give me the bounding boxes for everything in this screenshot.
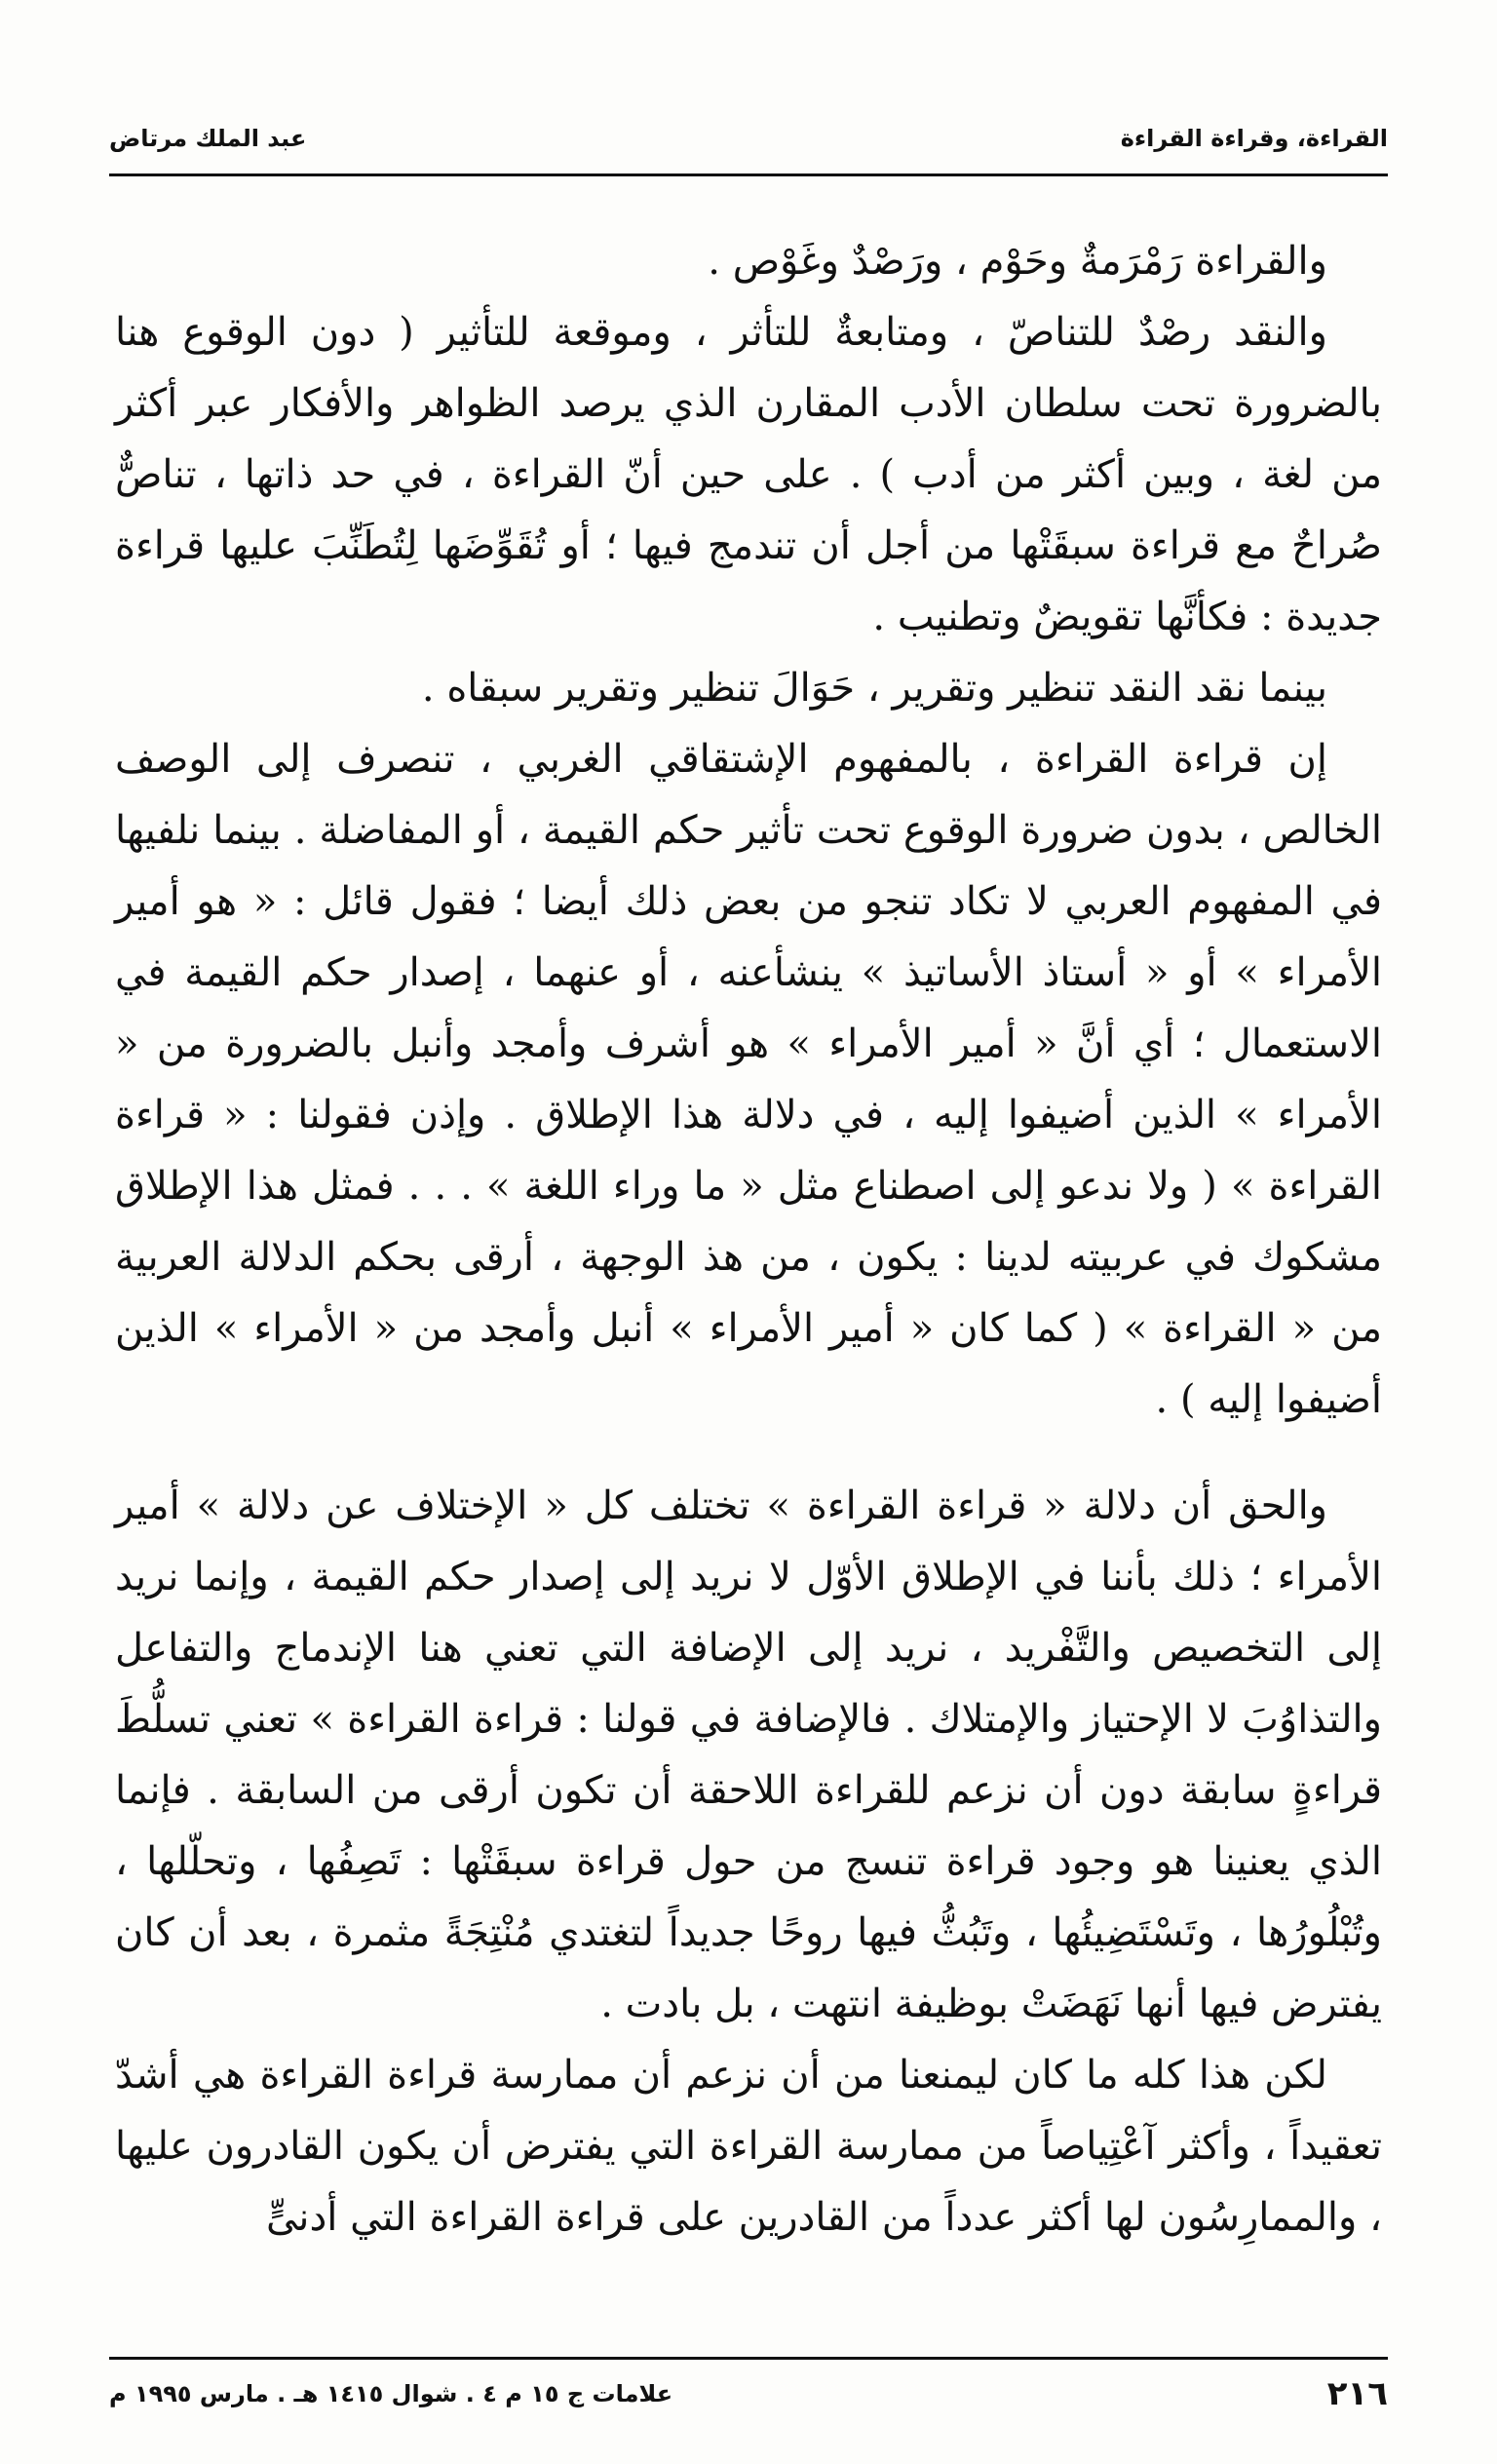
running-header xyxy=(109,115,1388,164)
paragraph: بينما نقد النقد تنظير وتقرير ، حَوَالَ تنظير وتقرير سبقاه . xyxy=(421,666,1327,711)
body-text xyxy=(115,226,1382,2253)
paragraph: والنقد رصْدٌ للتناصّ ، ومتابعةٌ للتأثر ، وموقعة للتأثير ( دون الوقوع هنا بالضرورة تحت سلطان الأدب المقارن الذي يرصد الظواهر والأفكار عبر أكثر من لغة ، وبين أكثر من أدب ) . على حين أنّ القراءة ، في حد ذاتها ، تناصٌّ صُراحٌ مع قراءة سبقَتْها من أجل أن تندمج فيها ؛ أو تُقَوِّضَها لِتُطَنِّبَ عليها قراءة جديدة : فكأنَّها تقويضٌ وتطنيب . xyxy=(115,310,1382,639)
footer-rule xyxy=(109,2357,1388,2360)
paragraph: والحق أن دلالة « قراءة القراءة » تختلف كل « الإختلاف عن دلالة » أمير الأمراء ؛ ذلك بأننا في الإطلاق الأوّل لا نريد إلى إصدار حكم القيمة ، وإنما نريد إلى التخصيص والتَّفْريد ، نريد إلى الإضافة التي تعني هنا الإندماج والتفاعل والتذاوُبَ لا الإحتياز والإمتلاك . فالإضافة في قولنا : قراءة القراءة » تعني تسلُّطَ قراءةٍ سابقة دون أن نزعم للقراءة اللاحقة أن تكون أرقى من السابقة . فإنما الذي يعنينا هو وجود قراءة تنسج من حول قراءة سبقَتْها : تَصِفُها ، وتحلّلها ، وتُبْلُورُها ، وتَسْتَضِيئُها ، وتَبُثُّ فيها روحًا جديداً لتغتدي مُنْتِجَةً مثمرة ، بعد أن كان يفترض فيها أنها نَهَضَتْ بوظيفة انتهت ، بل بادت . xyxy=(115,1483,1383,2026)
running-author: عبد الملك مرتاض xyxy=(109,125,307,152)
header-rule xyxy=(109,173,1388,176)
paragraph: لكن هذا كله ما كان ليمنعنا من أن نزعم أن ممارسة قراءة القراءة هي أشدّ تعقيداً ، وأكثر آعْتِياصاً من ممارسة القراءة التي يفترض أن يكون القادرون عليها ، والممارِسُون لها أكثر عدداً من القادرين على قراءة القراءة التي أدنىٍّ xyxy=(115,2053,1382,2240)
page-footer xyxy=(109,2368,1388,2427)
paragraph: والقراءة رَمْرَمةٌ وحَوْم ، ورَصْدٌ وغَوْص . xyxy=(708,239,1327,284)
page-number: ٢١٦ xyxy=(1326,2374,1388,2413)
journal-citation: علامات ج ١٥ م ٤ . شوال ١٤١٥ هـ . مارس ١٩٩٥ م xyxy=(109,2380,673,2407)
paragraph: إن قراءة القراءة ، بالمفهوم الإشتقاقي الغربي ، تنصرف إلى الوصف الخالص ، بدون ضرورة الوقوع تحت تأثير حكم القيمة ، أو المفاضلة . بينما نلفيها في المفهوم العربي لا تكاد تنجو من بعض ذلك أيضا ؛ فقول قائل : « هو أمير الأمراء » أو « أستاذ الأساتيذ » ينشأعنه ، أو عنهما ، إصدار حكم القيمة في الاستعمال ؛ أي أنَّ « أمير الأمراء » هو أشرف وأمجد وأنبل بالضرورة من « الأمراء » الذين أضيفوا إليه ، في دلالة هذا الإطلاق . وإذن فقولنا : « قراءة القراءة » ( ولا ندعو إلى اصطناع مثل « ما وراء اللغة » . . . فمثل هذا الإطلاق مشكوك في عربيته لدينا : يكون ، من هذ الوجهة ، أرقى بحكم الدلالة العربية من « القراءة » ( كما كان « أمير الأمراء » أنبل وأمجد من « الأمراء » الذين أضيفوا إليه ) . xyxy=(115,737,1382,1422)
running-title: القراءة، وقراءة القراءة xyxy=(1120,125,1388,152)
